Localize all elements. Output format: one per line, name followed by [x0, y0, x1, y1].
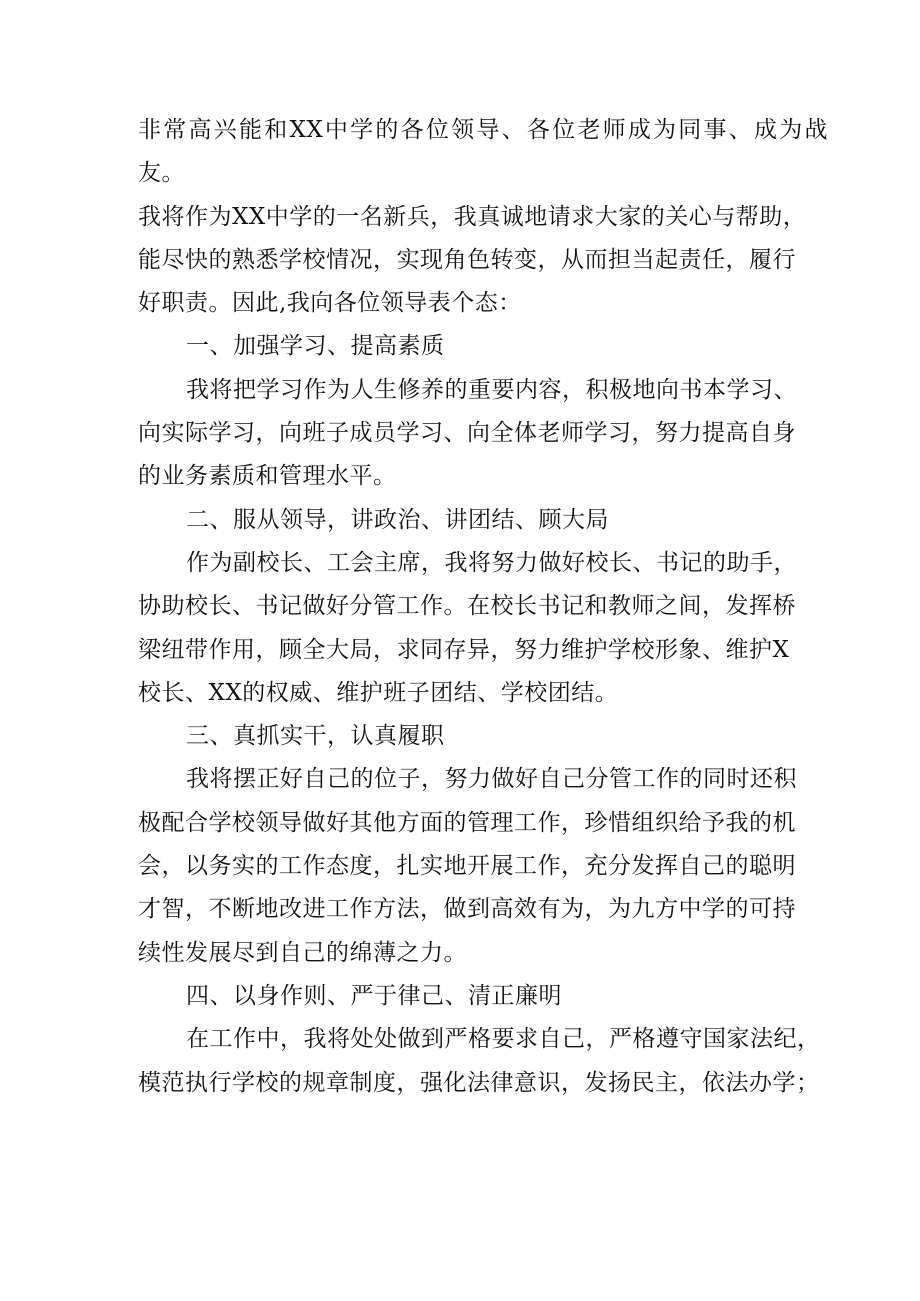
- text-line: 在工作中，我将处处做到严格要求自己，严格遵守国家法纪，: [186, 1026, 821, 1053]
- intro-paragraph: [138, 109, 828, 325]
- text-line: 作为副校长、工会主席，我将努力做好校长、书记的助手，: [186, 549, 797, 576]
- section-body-4: [138, 1018, 828, 1105]
- text-line: 好职责。因此,我向各位领导表个态：: [138, 290, 522, 317]
- text-line: 协助校长、书记做好分管工作。在校长书记和教师之间，发挥桥: [138, 593, 796, 620]
- section-body-3: [138, 758, 828, 974]
- text-line: 我将把学习作为人生修养的重要内容，积极地向书本学习、: [186, 376, 797, 403]
- section-heading-1: 一、加强学习、提高素质: [186, 333, 445, 360]
- section-heading-3: 三、真抓实干，认真履职: [186, 723, 445, 750]
- section-heading-2: 二、服从领导，讲政治、讲团结、顾大局: [186, 506, 609, 533]
- text-line: 能尽快的熟悉学校情况，实现角色转变，从而担当起责任，履行: [138, 246, 796, 273]
- text-line: 校长、XX的权威、维护班子团结、学校团结。: [138, 679, 619, 706]
- text-line: 的业务素质和管理水平。: [138, 463, 397, 490]
- text-line: 模范执行学校的规章制度，强化法律意识，发扬民主，依法办学；: [138, 1069, 820, 1096]
- text-line: 我将作为XX中学的一名新兵，我真诚地请求大家的关心与帮助，: [138, 203, 807, 230]
- text-line: 非常高兴能和XX中学的各位领导、各位老师成为同事、成为战友。: [138, 117, 828, 187]
- text-line: 极配合学校领导做好其他方面的管理工作，珍惜组织给予我的机: [138, 809, 796, 836]
- text-line: 我将摆正好自己的位子，努力做好自己分管工作的同时还积: [186, 766, 797, 793]
- text-line: 会，以务实的工作态度，扎实地开展工作，充分发挥自己的聪明: [138, 853, 796, 880]
- text-line: 才智，不断地改进工作方法，做到高效有为，为九方中学的可持: [138, 896, 796, 923]
- section-body-2: [138, 542, 828, 715]
- text-line: 梁纽带作用，顾全大局，求同存异，努力维护学校形象、维护X: [138, 636, 790, 663]
- text-line: 向实际学习，向班子成员学习、向全体老师学习，努力提高自身: [138, 420, 796, 447]
- document-body: [138, 109, 828, 1105]
- section-heading-4: 四、以身作则、严于律己、清正廉明: [186, 982, 562, 1009]
- section-body-1: [138, 369, 828, 499]
- text-line: 续性发展尽到自己的绵薄之力。: [138, 939, 467, 966]
